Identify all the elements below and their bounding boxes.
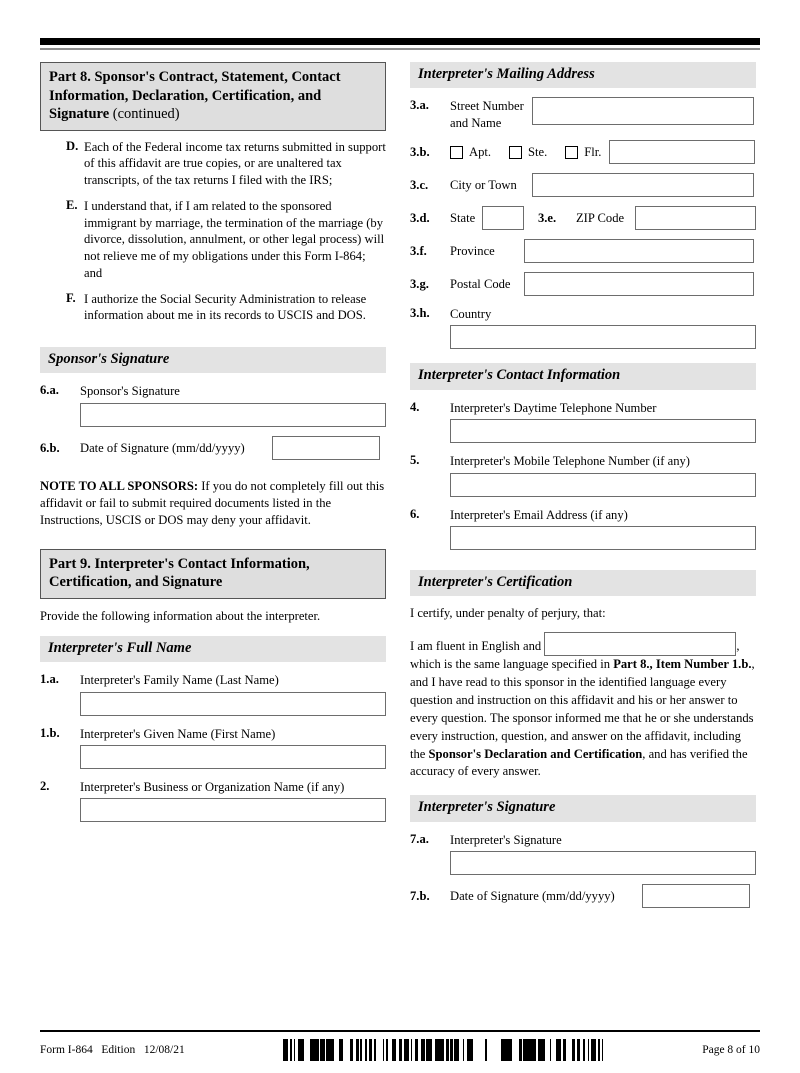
interpreter-signature-section-heading: Interpreter's Signature <box>410 795 756 821</box>
street-number-and-name-input[interactable] <box>532 97 754 125</box>
field-1b <box>40 725 386 769</box>
after-box-comma: , <box>736 639 740 654</box>
ste-label: Ste. <box>528 144 548 159</box>
unit-number-input[interactable] <box>609 140 755 164</box>
field-5 <box>410 452 756 496</box>
item-number-3h: 3.h. <box>410 306 430 321</box>
item-letter: D. <box>66 138 79 153</box>
flr-checkbox[interactable] <box>565 146 578 159</box>
certification-body-part2: , and I have read to this sponsor in the identified language every question and instruction on this affidavit and his or her answer to every question. The sponsor informed me that he or she understands every instruction, question, and answer on the affidavit, including the <box>410 657 755 761</box>
item-text: I authorize the Social Security Administration to release information about me in its records to USCIS and DOS. <box>84 291 367 323</box>
part9-header <box>40 549 386 599</box>
footer-page-number: Page 8 of 10 <box>702 1044 760 1056</box>
province-input[interactable] <box>524 239 754 263</box>
city-or-town-input[interactable] <box>532 173 754 197</box>
part9-title: Part 9. Interpreter's Contact Information, Certification, and Signature <box>49 555 310 591</box>
interpreter-full-name-section-heading: Interpreter's Full Name <box>40 636 386 662</box>
field-3d-3e <box>410 206 756 230</box>
language-input[interactable] <box>544 632 736 656</box>
item-label-4: Interpreter's Daytime Telephone Number <box>450 400 657 415</box>
field-6b <box>40 436 386 460</box>
item-number-7b: 7.b. <box>410 889 430 904</box>
part9-intro-text: Provide the following information about the interpreter. <box>40 608 321 623</box>
certification-body <box>410 632 756 781</box>
item-number-6: 6. <box>410 506 420 521</box>
field-3b <box>410 140 756 164</box>
mobile-telephone-input[interactable] <box>450 473 756 497</box>
field-3a <box>410 97 756 131</box>
item-number-3g: 3.g. <box>410 277 429 292</box>
right-column <box>410 62 756 908</box>
item-text: I understand that, if I am related to the sponsored immigrant by marriage, the termination of the marriage (by divorce, dissolution, annulment, or other legal process) will not relieve me of my obligations under this Form I-864; and <box>84 198 385 280</box>
item-number-4: 4. <box>410 399 420 414</box>
field-3g <box>410 272 756 296</box>
item-number-6a: 6.a. <box>40 383 59 398</box>
part8-continued-label: (continued) <box>112 106 180 123</box>
interpreter-signature-input[interactable] <box>450 851 756 875</box>
item-letter: F. <box>66 290 76 305</box>
field-3h <box>410 305 756 349</box>
fluent-prefix-text: I am fluent in English and <box>410 639 542 654</box>
email-address-input[interactable] <box>450 526 756 550</box>
interpreter-given-name-input[interactable] <box>80 745 386 769</box>
item-number-3a: 3.a. <box>410 98 429 113</box>
label-line-1: Street Number <box>450 99 524 114</box>
item-label-3a <box>450 97 532 131</box>
item-number-3f: 3.f. <box>410 244 427 259</box>
note-to-all-sponsors <box>40 478 386 529</box>
field-1a <box>40 671 386 715</box>
field-7a <box>410 831 756 875</box>
note-bold-prefix: NOTE TO ALL SPONSORS: <box>40 478 199 493</box>
item-number-3c: 3.c. <box>410 178 429 193</box>
footer-form-edition: Form I-864 Edition 12/08/21 <box>40 1044 185 1056</box>
page-top-thin-rule <box>40 48 760 50</box>
item-number-1b: 1.b. <box>40 725 60 740</box>
footer-rule <box>40 1030 760 1032</box>
item-number-2: 2. <box>40 778 50 793</box>
certification-intro: I certify, under penalty of perjury, that: <box>410 606 606 621</box>
item-text: Each of the Federal income tax returns submitted in support of this affidavit are true copies, or are unaltered tax transcripts, of the tax returns I filed with the IRS; <box>84 139 386 188</box>
certification-bold-reference-1: Part 8., Item Number 1.b. <box>613 657 752 672</box>
interpreter-contact-information-section-heading: Interpreter's Contact Information <box>410 363 756 389</box>
item-label-1a: Interpreter's Family Name (Last Name) <box>80 673 279 688</box>
field-3c <box>410 173 756 197</box>
item-label-6: Interpreter's Email Address (if any) <box>450 507 628 522</box>
certification-body-part1: which is the same language specified in <box>410 657 614 672</box>
two-column-body <box>40 62 760 908</box>
list-item <box>40 198 386 282</box>
item-number-6b: 6.b. <box>40 440 60 455</box>
form-page <box>0 38 800 1073</box>
apt-checkbox[interactable] <box>450 146 463 159</box>
certification-bold-reference-2: Sponsor's Declaration and Certification <box>428 746 643 761</box>
unit-type-checkbox-group <box>450 145 601 160</box>
interpreter-business-name-input[interactable] <box>80 798 386 822</box>
interpreter-certification-section-heading: Interpreter's Certification <box>410 570 756 596</box>
list-item <box>40 139 386 189</box>
field-2 <box>40 778 386 822</box>
item-label-3e: ZIP Code <box>575 211 625 226</box>
note-body: If you do not completely fill out this affidavit or fail to submit required documents listed in the Instructions, USCIS or DOS may deny your affidavit. <box>40 478 385 527</box>
list-item <box>40 291 386 324</box>
item-number-3d: 3.d. <box>410 211 430 226</box>
barcode <box>283 1039 603 1061</box>
item-label-3g: Postal Code <box>450 277 511 292</box>
field-6a <box>40 382 386 426</box>
sponsor-signature-input[interactable] <box>80 403 386 427</box>
sponsor-date-of-signature-input[interactable] <box>272 436 380 460</box>
flr-label: Flr. <box>584 144 602 159</box>
part8-title: Part 8. Sponsor's Contract, Statement, Contact Information, Declaration, Certification, and Signature <box>49 69 341 123</box>
field-4 <box>410 399 756 443</box>
state-input[interactable] <box>482 206 524 230</box>
daytime-telephone-input[interactable] <box>450 419 756 443</box>
item-label-3d: State <box>450 211 476 226</box>
part8-lettered-items <box>40 139 386 324</box>
item-label-6a: Sponsor's Signature <box>80 384 180 399</box>
zip-code-input[interactable] <box>635 206 756 230</box>
item-label-1b: Interpreter's Given Name (First Name) <box>80 726 276 741</box>
page-top-black-bar <box>40 38 760 45</box>
part8-header <box>40 62 386 131</box>
item-letter: E. <box>66 197 78 212</box>
label-line-2: and Name <box>450 115 502 130</box>
item-number-7a: 7.a. <box>410 831 429 846</box>
item-number-1a: 1.a. <box>40 672 59 687</box>
ste-checkbox[interactable] <box>509 146 522 159</box>
certification-body-part3: , and has verified the accuracy of every answer. <box>410 746 748 779</box>
item-label-3f: Province <box>450 244 495 259</box>
item-label-2: Interpreter's Business or Organization Name (if any) <box>80 779 345 794</box>
left-column <box>40 62 386 908</box>
interpreter-mailing-address-section-heading: Interpreter's Mailing Address <box>410 62 756 88</box>
item-number-5: 5. <box>410 453 420 468</box>
item-number-3b: 3.b. <box>410 145 430 160</box>
item-label-5: Interpreter's Mobile Telephone Number (if any) <box>450 454 691 469</box>
item-number-3e: 3.e. <box>537 211 557 226</box>
country-input[interactable] <box>450 325 756 349</box>
field-6 <box>410 506 756 550</box>
item-label-7b: Date of Signature (mm/dd/yyyy) <box>450 889 615 904</box>
interpreter-family-name-input[interactable] <box>80 692 386 716</box>
item-label-3h: Country <box>450 307 492 322</box>
field-7b <box>410 884 756 908</box>
item-label-3c: City or Town <box>450 178 517 193</box>
interpreter-date-of-signature-input[interactable] <box>642 884 750 908</box>
sponsor-signature-section-heading: Sponsor's Signature <box>40 347 386 373</box>
item-label-7a: Interpreter's Signature <box>450 832 562 847</box>
postal-code-input[interactable] <box>524 272 754 296</box>
item-label-6b: Date of Signature (mm/dd/yyyy) <box>80 441 245 456</box>
apt-label: Apt. <box>469 144 492 159</box>
field-3f <box>410 239 756 263</box>
